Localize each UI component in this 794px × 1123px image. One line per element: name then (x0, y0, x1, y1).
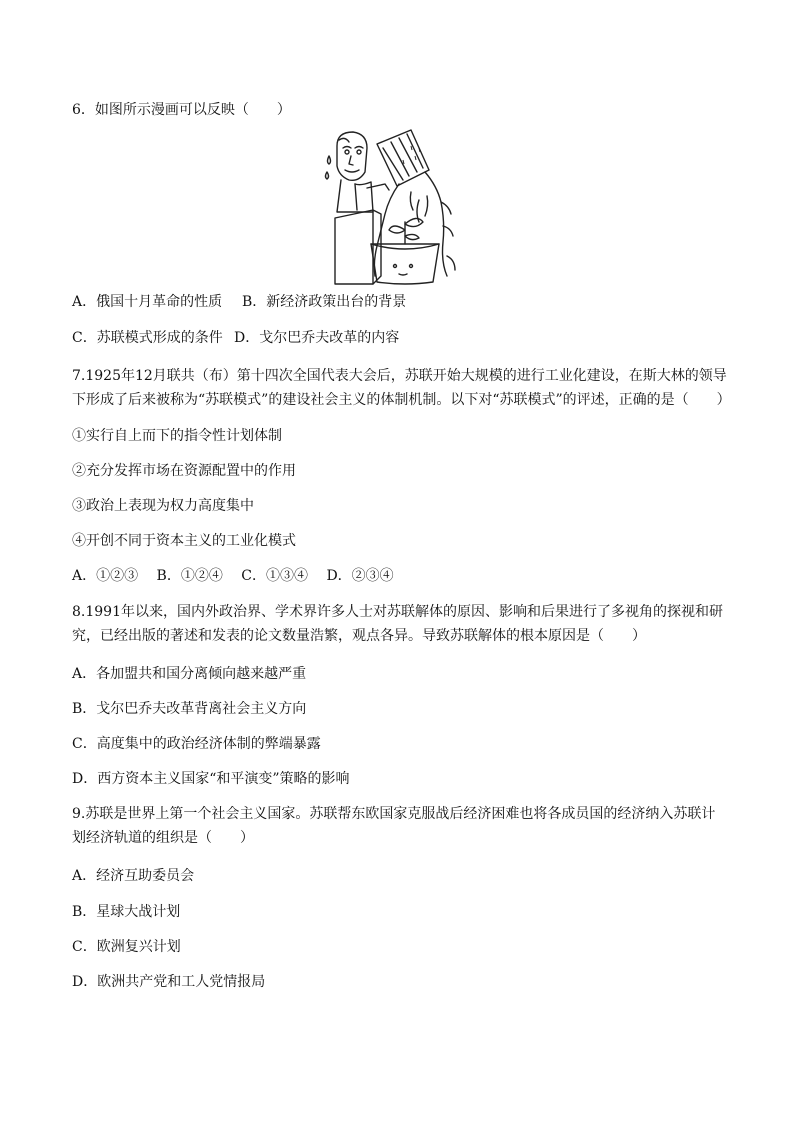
q9-option-a: A．经济互助委员会 (72, 868, 195, 884)
q8-stem: 8.1991年以来，国内外政治界、学术界许多人士对苏联解体的原因、影响和后果进行了多视角的探视和研究，已经出版的著述和发表的论文数量浩繁，观点各异。导致苏联解体的根本原因是（ ） (72, 604, 723, 644)
q6-option-b: B．新经济政策出台的背景 (242, 294, 407, 310)
q8-option-d: D．西方资本主义国家“和平演变”策略的影响 (72, 771, 350, 787)
q7-options: A．①②③ B．①②④ C．①③④ D．②③④ (72, 568, 394, 584)
q6-option-a: A．俄国十月革命的性质 (72, 294, 223, 310)
q9-option-c: C．欧洲复兴计划 (72, 939, 181, 955)
q7-item-1: ①实行自上而下的指令性计划体制 (72, 428, 282, 444)
q8-option-b: B．戈尔巴乔夫改革背离社会主义方向 (72, 701, 307, 717)
q8-option-c: C．高度集中的政治经济体制的弊端暴露 (72, 736, 321, 752)
q7-item-3: ③政治上表现为权力高度集中 (72, 498, 254, 514)
q8-option-a: A．各加盟共和国分离倾向越来越严重 (72, 666, 307, 682)
q9-option-b: B．星球大战计划 (72, 904, 181, 920)
cartoon-illustration-icon (315, 126, 475, 286)
q9-option-d: D．欧洲共产党和工人党情报局 (72, 974, 266, 990)
q6-option-d: D．戈尔巴乔夫改革的内容 (234, 330, 400, 346)
q7-item-2: ②充分发挥市场在资源配置中的作用 (72, 463, 296, 479)
q6-option-c: C．苏联模式形成的条件 (72, 330, 223, 346)
q6-stem: 6．如图所示漫画可以反映（ ） (72, 102, 291, 118)
q7-stem: 7.1925年12月联共（布）第十四次全国代表大会后，苏联开始大规模的进行工业化建设，在斯大林的领导下形成了后来被称为“苏联模式”的建设社会主义的体制机制。以下对“苏联模式”的评述，正确的是（ ） (72, 368, 731, 408)
q9-stem: 9.苏联是世界上第一个社会主义国家。苏联帮东欧国家克服战后经济困难也将各成员国的经济纳入苏联计划经济轨道的组织是（ ） (72, 806, 716, 846)
q7-item-4: ④开创不同于资本主义的工业化模式 (72, 533, 296, 549)
